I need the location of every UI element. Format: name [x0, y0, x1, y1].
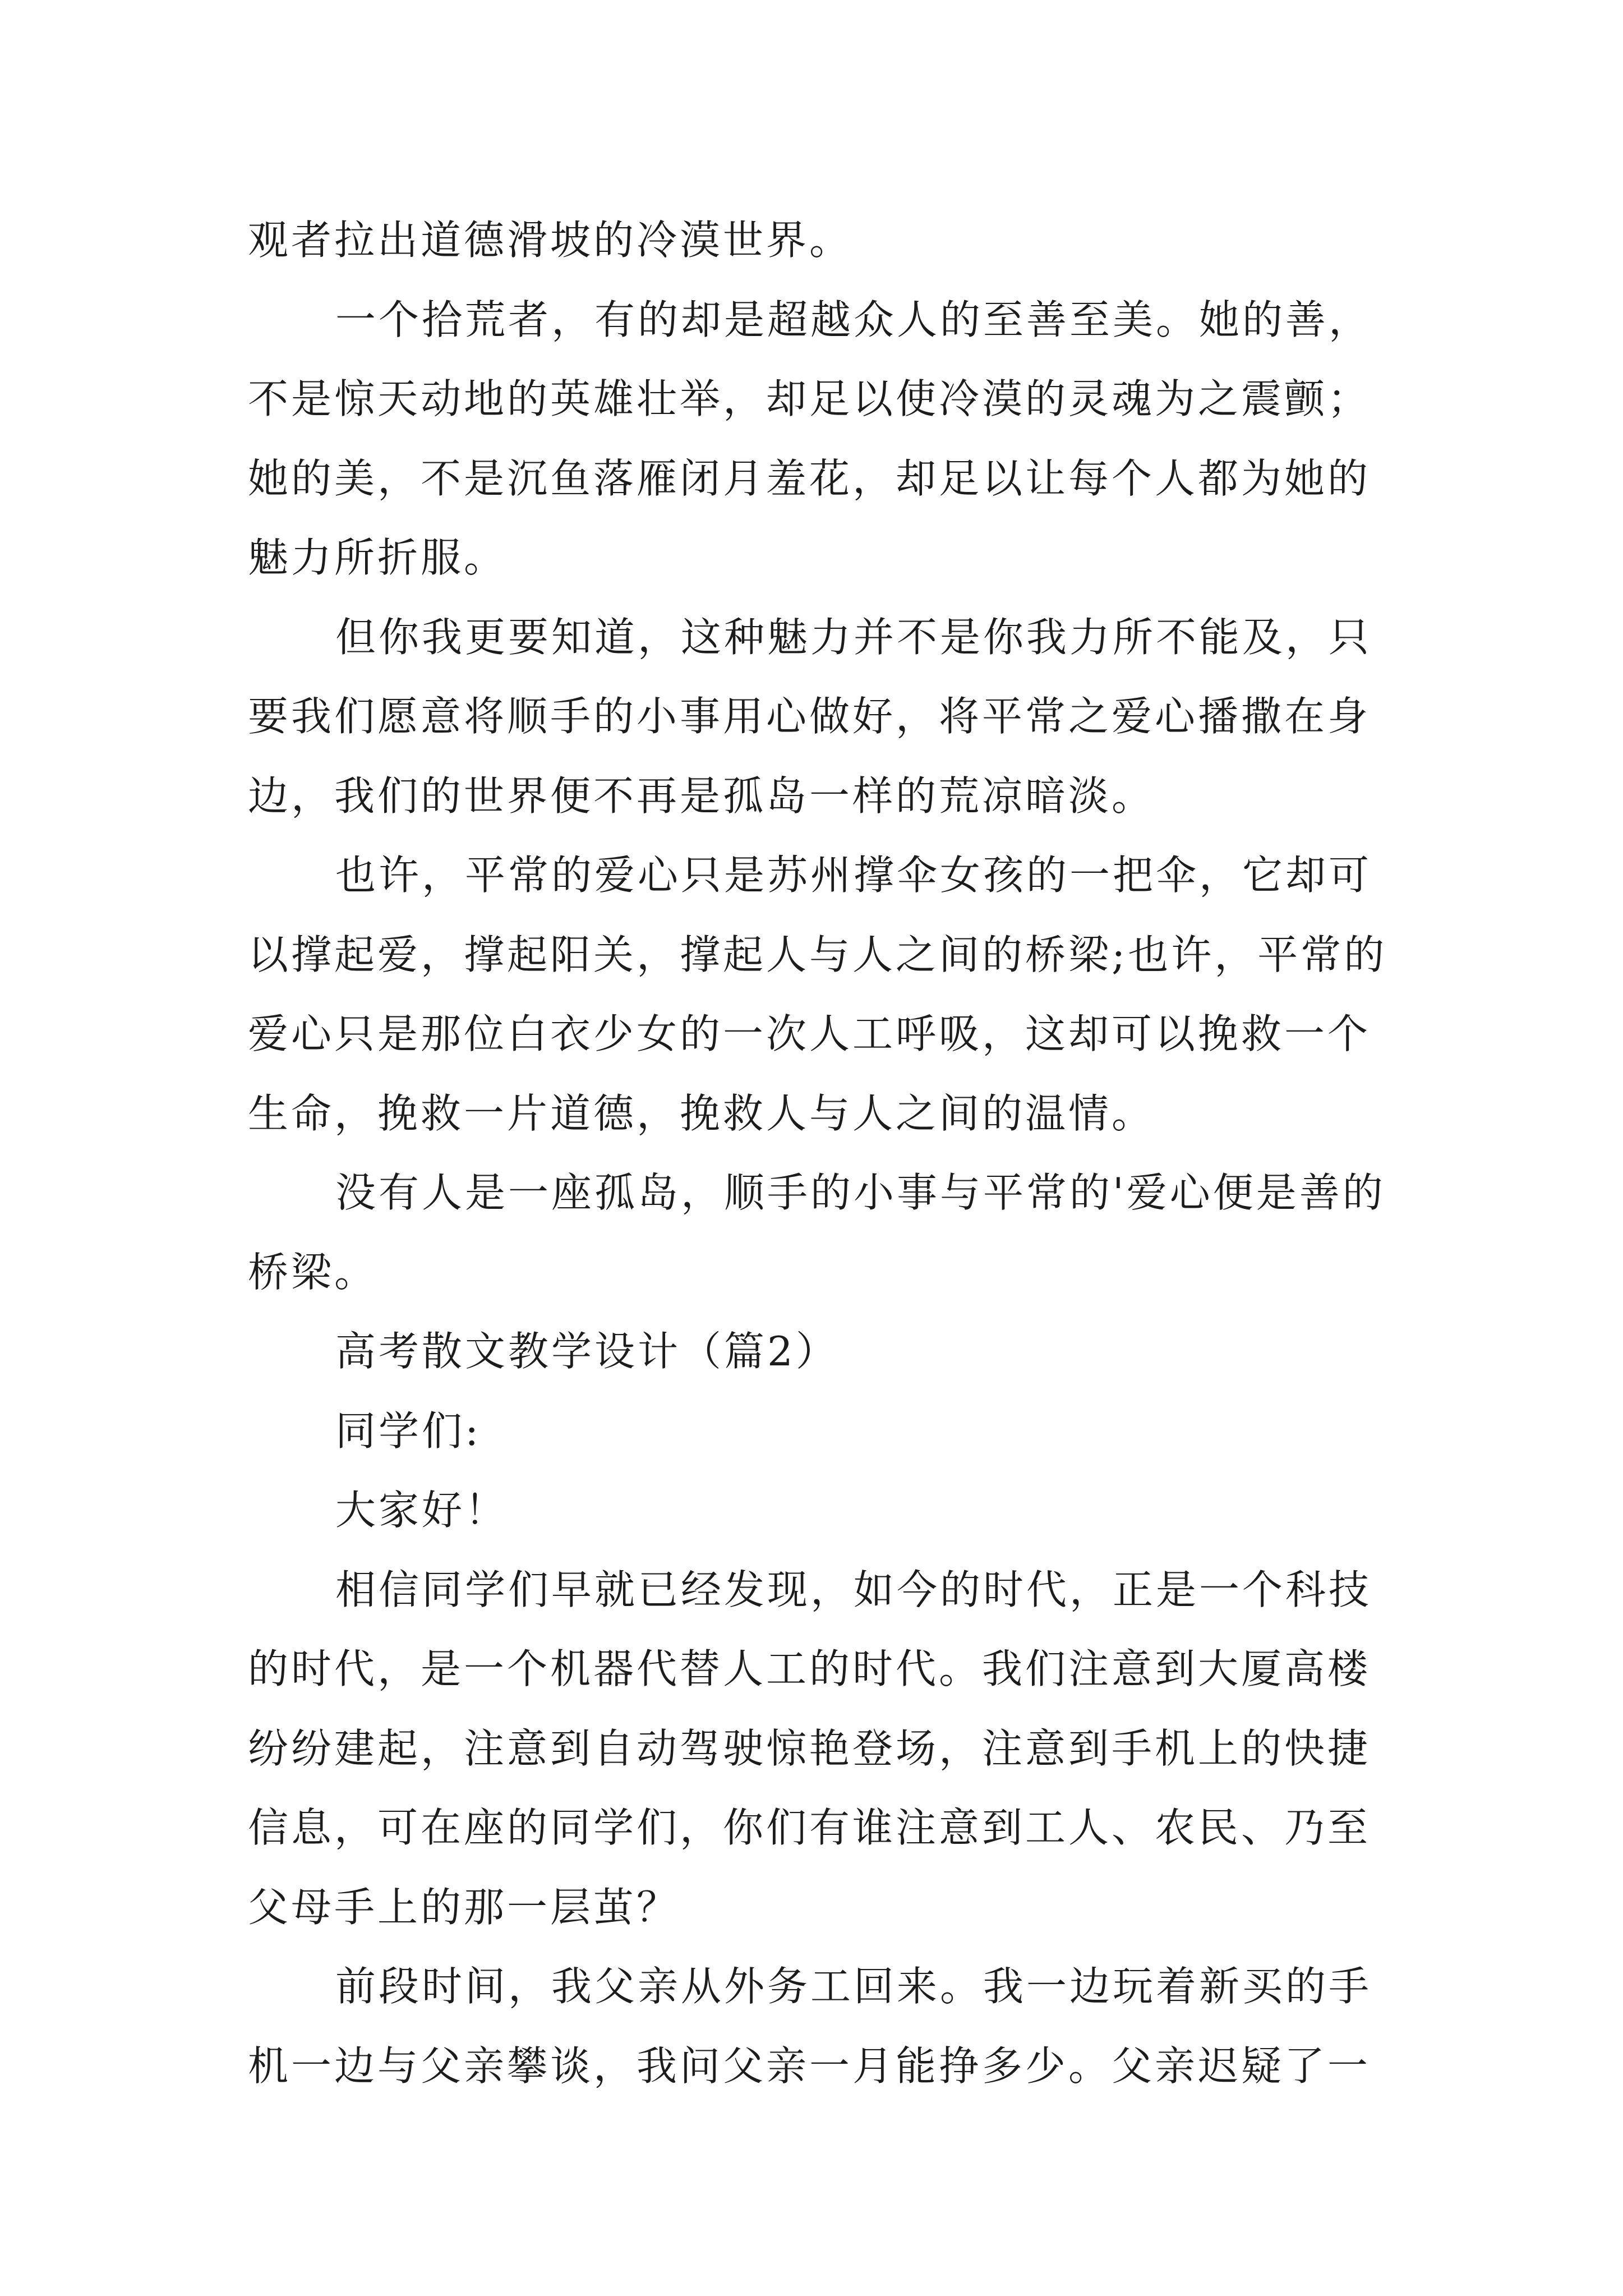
- section-heading: 高考散文教学设计（篇2）: [335, 1328, 839, 1375]
- paragraph-2: 一个拾荒者，有的却是超越众人的至善至美。她的善，不是惊天动地的英雄壮举，却足以使冷漠的灵魂为之震颤；她的美，不是沉鱼落雁闭月羞花，却足以让每个人都为她的魅力所折服。: [248, 296, 1372, 581]
- paragraph-3: 但你我更要知道，这种魅力并不是你我力所不能及，只要我们愿意将顺手的小事用心做好，将平常之爱心播撒在身边，我们的世界便不再是孤岛一样的荒凉暗淡。: [248, 613, 1372, 820]
- paragraph-9: 相信同学们早就已经发现，如今的时代，正是一个科技的时代，是一个机器代替人工的时代。我们注意到大厦高楼纷纷建起，注意到自动驾驶惊艳登场，注意到手机上的快捷信息，可在座的同学们，你们有谁注意到工人、农民、乃至父母手上的那一层茧？: [248, 1566, 1372, 1931]
- paragraph-10: 前段时间，我父亲从外务工回来。我一边玩着新买的手机一边与父亲攀谈，我问父亲一月能挣多少。父亲迟疑了一: [248, 1963, 1372, 2090]
- salutation: 同学们:: [335, 1407, 482, 1455]
- paragraph-1: 观者拉出道德滑坡的冷漠世界。: [248, 217, 853, 264]
- greeting: 大家好！: [335, 1487, 509, 1534]
- paragraph-5: 没有人是一座孤岛，顺手的小事与平常的'爱心便是善的桥梁。: [248, 1169, 1386, 1296]
- document-body: [248, 201, 1395, 2106]
- paragraph-4: 也许，平常的爱心只是苏州撑伞女孩的一把伞，它却可以撑起爱，撑起阳关，撑起人与人之间的桥梁;也许，平常的爱心只是那位白衣少女的一次人工呼吸，这却可以挽救一个生命，挽救一片道德，挽救人与人之间的温情。: [248, 852, 1387, 1137]
